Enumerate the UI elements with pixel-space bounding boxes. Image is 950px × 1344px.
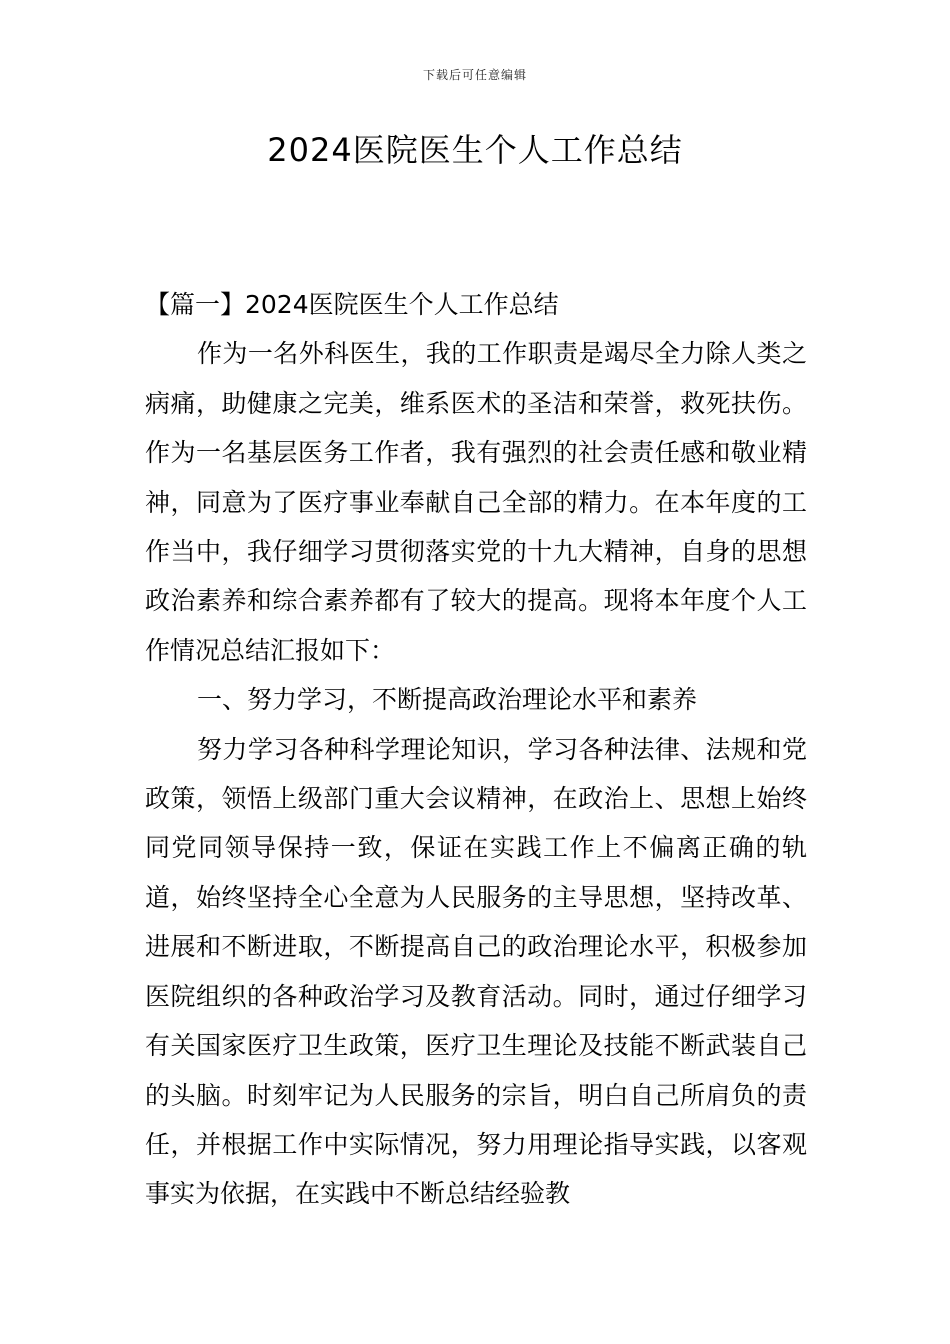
- header-note: 下载后可任意编辑: [422, 68, 527, 82]
- section-heading: 【篇一】2024医院医生个人工作总结: [145, 290, 559, 319]
- subheading-study: 一、努力学习，不断提高政治理论水平和素养: [197, 685, 698, 715]
- paragraph-intro: 作为一名外科医生，我的工作职责是竭尽全力除人类之病痛，助健康之完美，维系医术的圣洁和荣誉，救死扶伤。作为一名基层医务工作者，我有强烈的社会责任感和敬业精神，同意为了医疗事业奉献自己全部的精力。在本年度的工作当中，我仔细学习贯彻落实党的十九大精神，自身的思想政治素养和综合素养都有了较大的提高。现将本年度个人工作情况总结汇报如下：: [145, 339, 807, 665]
- document-title: 2024医院医生个人工作总结: [267, 131, 683, 169]
- document-body: [145, 280, 807, 1219]
- paragraph-study: 努力学习各种科学理论知识，学习各种法律、法规和党政策，领悟上级部门重大会议精神，在政治上、思想上始终同党同领导保持一致，保证在实践工作上不偏离正确的轨道，始终坚持全心全意为人民服务的主导思想，坚持改革、进展和不断进取，不断提高自己的政治理论水平，积极参加医院组织的各种政治学习及教育活动。同时，通过仔细学习有关国家医疗卫生政策，医疗卫生理论及技能不断武装自己的头脑。时刻牢记为人民服务的宗旨，明白自己所肩负的责任，并根据工作中实际情况，努力用理论指导实践，以客观事实为依据，在实践中不断总结经验教: [145, 734, 807, 1209]
